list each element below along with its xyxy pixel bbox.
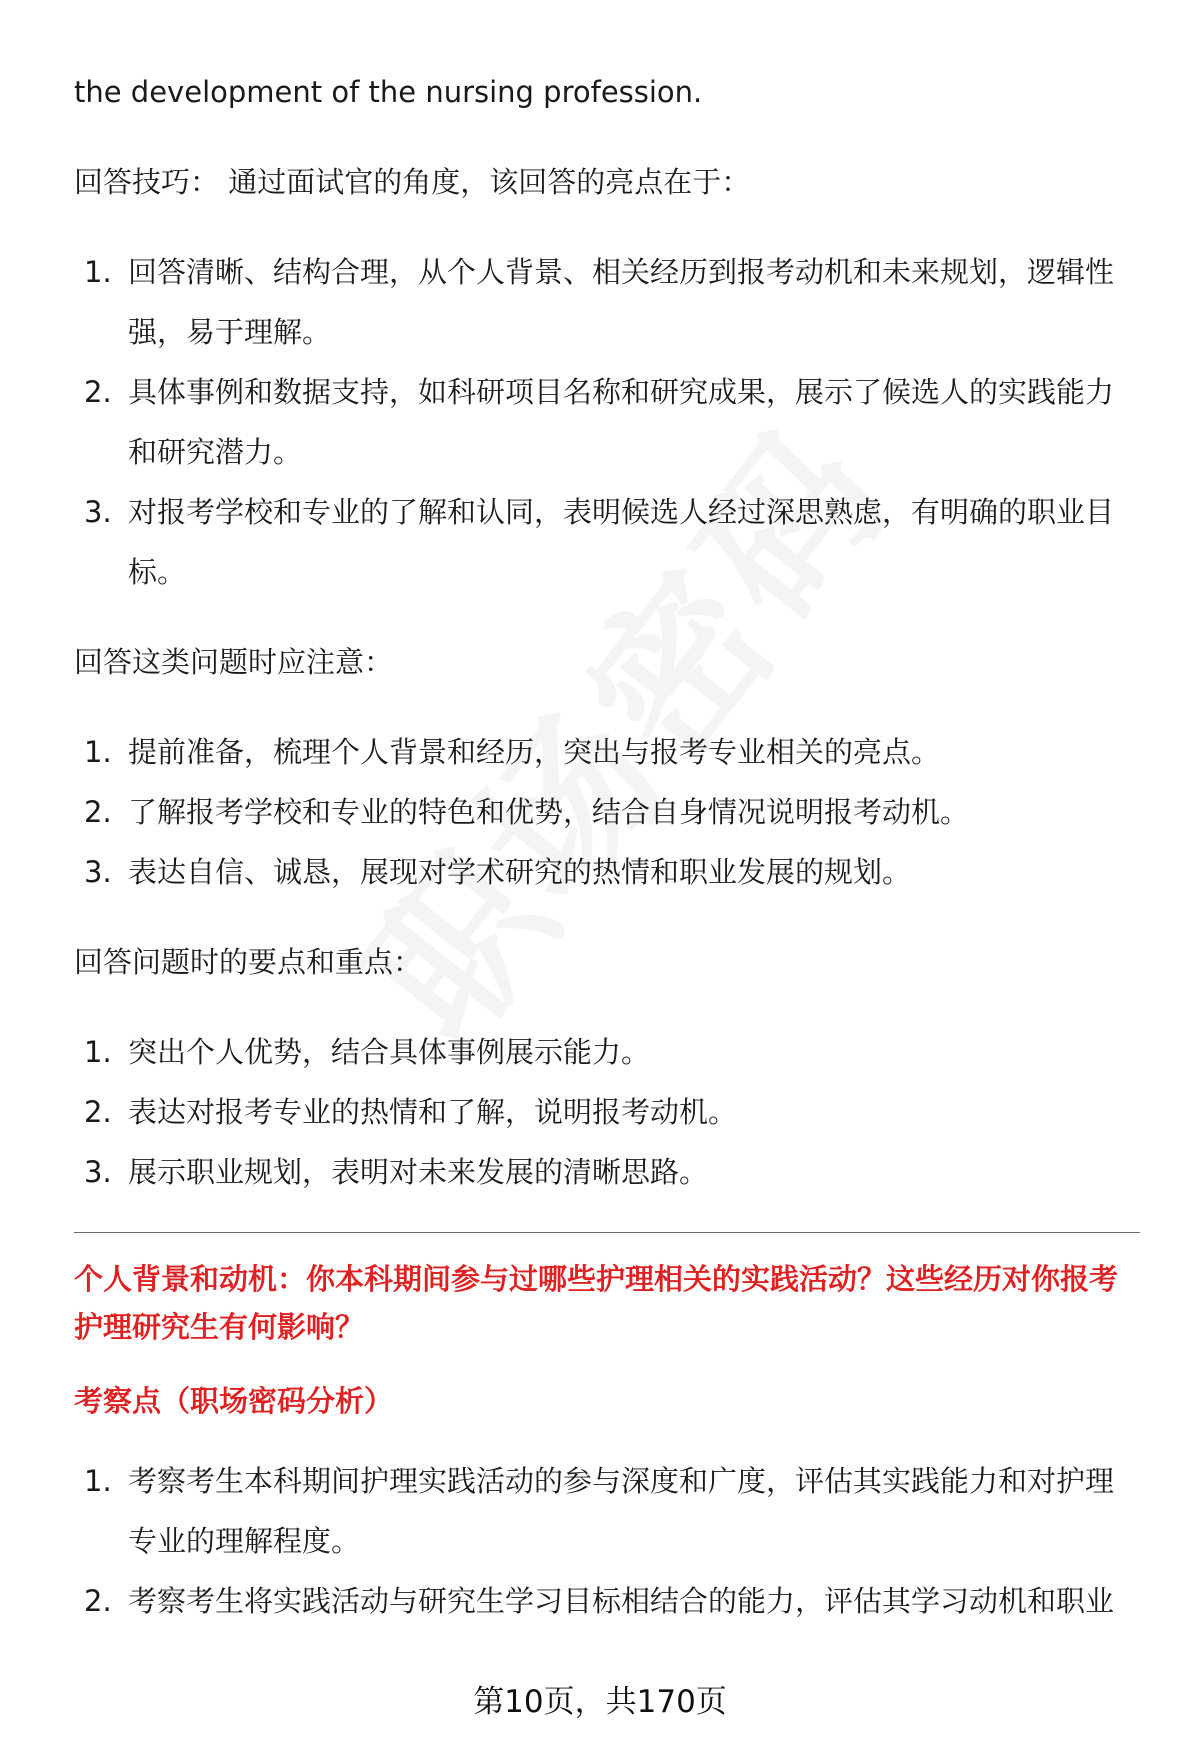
list-item-text: 具体事例和数据支持，如科研项目名称和研究成果，展示了候选人的实践能力和研究潜力。 [128,375,1115,469]
list-number: 1. [84,1464,112,1498]
list-item [74,1082,1140,1142]
intro-line: the development of the nursing profession. [74,75,703,109]
list-item-text: 提前准备，梳理个人背景和经历，突出与报考专业相关的亮点。 [128,735,941,769]
notes-list [74,722,1140,902]
list-item [74,722,1140,782]
assessment-list [74,1451,1140,1631]
list-item [74,1571,1140,1631]
list-item [74,482,1140,602]
list-item-text: 突出个人优势，结合具体事例展示能力。 [128,1035,651,1069]
list-number: 2. [84,1584,112,1618]
list-number: 3. [84,495,112,529]
tips-list [74,242,1140,602]
list-item-text: 考察考生将实践活动与研究生学习目标相结合的能力，评估其学习动机和职业 [128,1584,1115,1618]
list-number: 3. [84,1155,112,1189]
list-item [74,362,1140,482]
question-title: 个人背景和动机：你本科期间参与过哪些护理相关的实践活动？这些经历对你报考护理研究生有何影响？ [74,1262,1119,1344]
list-number: 3. [84,855,112,889]
list-item-text: 对报考学校和专业的了解和认同，表明候选人经过深思熟虑，有明确的职业目标。 [128,495,1115,589]
page-footer: 第10页，共170页 [473,1684,727,1720]
list-number: 2. [84,1095,112,1129]
list-item-text: 表达自信、诚恳，展现对学术研究的热情和职业发展的规划。 [128,855,912,889]
list-number: 2. [84,795,112,829]
assessment-subheading: 考察点（职场密码分析） [74,1384,394,1418]
list-item [74,782,1140,842]
section-divider [74,1232,1140,1233]
tips-heading: 回答技巧： 通过面试官的角度，该回答的亮点在于： [74,165,751,199]
list-item-text: 回答清晰、结构合理，从个人背景、相关经历到报考动机和未来规划，逻辑性强，易于理解。 [128,255,1115,349]
key-points-heading: 回答问题时的要点和重点： [74,945,423,979]
list-item-text: 考察考生本科期间护理实践活动的参与深度和广度，评估其实践能力和对护理专业的理解程度。 [128,1464,1115,1558]
list-item [74,1142,1140,1202]
list-item-text: 展示职业规划，表明对未来发展的清晰思路。 [128,1155,709,1189]
list-number: 1. [84,255,112,289]
list-item-text: 了解报考学校和专业的特色和优势，结合自身情况说明报考动机。 [128,795,970,829]
list-item [74,1022,1140,1082]
list-item [74,242,1140,362]
notes-heading: 回答这类问题时应注意： [74,645,394,679]
list-number: 1. [84,735,112,769]
list-item-text: 表达对报考专业的热情和了解，说明报考动机。 [128,1095,738,1129]
list-number: 2. [84,375,112,409]
list-number: 1. [84,1035,112,1069]
list-item [74,842,1140,902]
key-points-list [74,1022,1140,1202]
page-content [74,62,1140,1661]
list-item [74,1451,1140,1571]
